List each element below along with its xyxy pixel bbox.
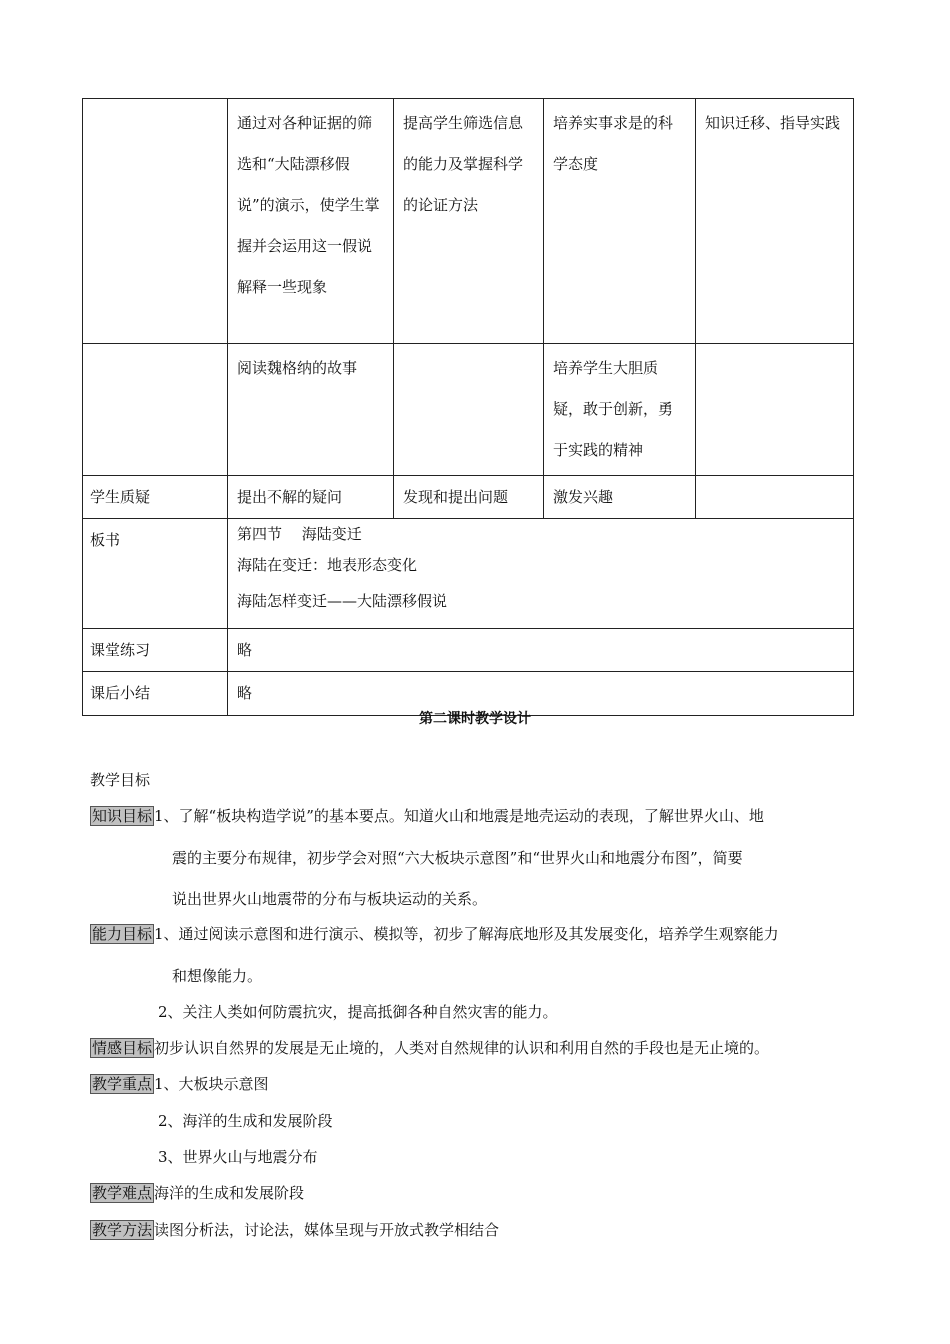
table-cell xyxy=(696,344,854,476)
emotion-line xyxy=(90,1030,769,1066)
table-row xyxy=(83,344,854,476)
objectives-heading: 教学目标 xyxy=(90,771,151,789)
table-cell xyxy=(83,99,228,344)
table-row xyxy=(83,99,854,344)
method-text: 读图分析法，讨论法，媒体呈现与开放式教学相结合 xyxy=(154,1221,500,1239)
lesson-table xyxy=(82,98,854,716)
knowledge-line-3: 说出世界火山地震带的分布与板块运动的关系。 xyxy=(172,890,488,908)
table-row xyxy=(83,476,854,519)
emotion-text: 初步认识自然界的发展是无止境的，人类对自然规律的认识和利用自然的手段也是无止境的。 xyxy=(154,1039,770,1057)
method-tag: 教学方法 xyxy=(92,1221,153,1239)
summary-value: 略 xyxy=(228,672,854,716)
board-line: 第四节 海陆变迁 xyxy=(237,525,362,543)
ability-text: 1、通过阅读示意图和进行演示、模拟等，初步了解海底地形及其发展变化，培养学生观察能力 xyxy=(154,925,779,943)
table-cell: 激发兴趣 xyxy=(544,476,696,519)
knowledge-line xyxy=(90,798,764,834)
ability-line-2: 和想像能力。 xyxy=(172,967,263,985)
difficulty-line xyxy=(90,1175,304,1211)
practice-value: 略 xyxy=(228,629,854,672)
difficulty-tag: 教学难点 xyxy=(92,1184,153,1202)
key-line xyxy=(90,1066,269,1102)
method-line xyxy=(90,1212,499,1248)
section-title: 第二课时教学设计 xyxy=(419,711,531,727)
key-tag: 教学重点 xyxy=(92,1075,153,1093)
key-item: 2、海洋的生成和发展阶段 xyxy=(158,1112,333,1130)
board-content xyxy=(228,519,854,629)
summary-label: 课后小结 xyxy=(83,672,228,716)
board-label: 板书 xyxy=(83,519,228,629)
table-row xyxy=(83,629,854,672)
table-cell xyxy=(83,344,228,476)
key-item: 1、大板块示意图 xyxy=(154,1075,269,1093)
table-cell: 知识迁移、指导实践 xyxy=(696,99,854,344)
knowledge-line-2: 震的主要分布规律，初步学会对照“六大板块示意图”和“世界火山和地震分布图”，简要 xyxy=(172,849,743,867)
table-cell: 通过对各种证据的筛选和“大陆漂移假说”的演示，使学生掌握并会运用这一假说解释一些现象 xyxy=(228,99,394,344)
table-cell: 发现和提出问题 xyxy=(394,476,544,519)
table-cell: 提出不解的疑问 xyxy=(228,476,394,519)
ability-line-3: 2、关注人类如何防震抗灾，提高抵御各种自然灾害的能力。 xyxy=(158,1003,558,1021)
table-cell: 培养学生大胆质疑，敢于创新，勇于实践的精神 xyxy=(544,344,696,476)
board-line: 海陆怎样变迁——大陆漂移假说 xyxy=(237,592,448,610)
practice-label: 课堂练习 xyxy=(83,629,228,672)
knowledge-tag: 知识目标 xyxy=(92,807,153,825)
table-cell: 培养实事求是的科学态度 xyxy=(544,99,696,344)
table-cell: 学生质疑 xyxy=(83,476,228,519)
emotion-tag: 情感目标 xyxy=(92,1039,153,1057)
board-line: 海陆在变迁：地表形态变化 xyxy=(237,556,418,574)
difficulty-text: 海洋的生成和发展阶段 xyxy=(154,1184,305,1202)
ability-line xyxy=(90,916,779,952)
key-item: 3、世界火山与地震分布 xyxy=(158,1148,318,1166)
table-cell xyxy=(696,476,854,519)
table-cell: 提高学生筛选信息的能力及掌握科学的论证方法 xyxy=(394,99,544,344)
table-cell: 阅读魏格纳的故事 xyxy=(228,344,394,476)
table-row xyxy=(83,519,854,629)
ability-tag: 能力目标 xyxy=(92,925,153,943)
knowledge-text: 1、了解“板块构造学说”的基本要点。知道火山和地震是地壳运动的表现，了解世界火山、地 xyxy=(154,807,764,825)
table-cell xyxy=(394,344,544,476)
